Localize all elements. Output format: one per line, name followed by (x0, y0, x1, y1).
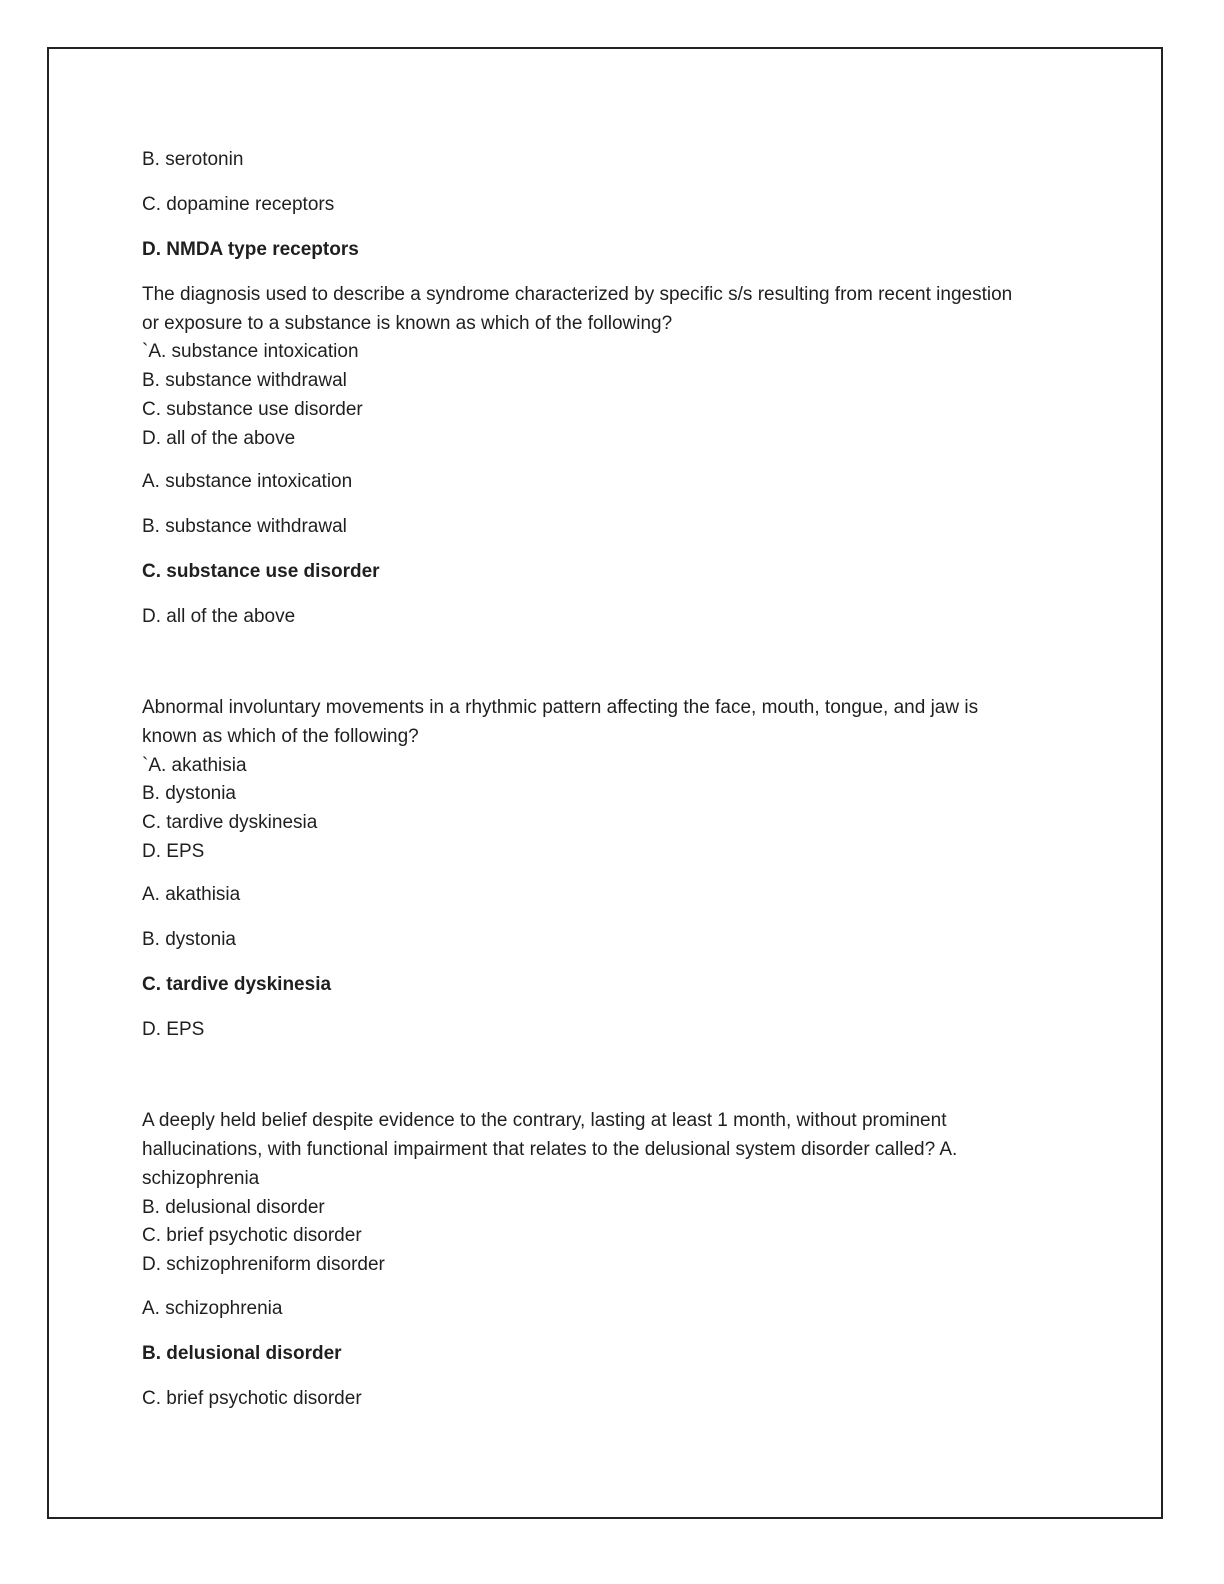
choice-option: `A. akathisia (142, 754, 247, 776)
choice-option: D. all of the above (142, 427, 296, 449)
question-text-line: hallucinations, with functional impairment that relates to the delusional system disorder called? A. (142, 1139, 958, 1161)
choice-option: `A. substance intoxication (142, 341, 359, 363)
answer-option: A. akathisia (142, 884, 241, 906)
answer-option: A. substance intoxication (142, 471, 353, 493)
answer-option: B. substance withdrawal (142, 516, 347, 538)
question-text-line: A deeply held belief despite evidence to the contrary, lasting at least 1 month, without prominent (142, 1110, 947, 1132)
spacer (142, 648, 1072, 694)
answer-list-1 (142, 468, 1072, 632)
choice-option: B. delusional disorder (142, 1196, 325, 1218)
answer-list-2 (142, 881, 1072, 1045)
choice-option: B. dystonia (142, 783, 236, 805)
choice-option: C. brief psychotic disorder (142, 1225, 362, 1247)
answer-option-correct: D. NMDA type receptors (142, 239, 359, 260)
choice-option: B. substance withdrawal (142, 370, 347, 392)
spacer (142, 1061, 1072, 1107)
choice-option: C. tardive dyskinesia (142, 812, 318, 834)
answer-list-3 (142, 1295, 1072, 1414)
choice-option: D. EPS (142, 840, 205, 862)
answer-option: D. EPS (142, 1019, 205, 1041)
answer-option-correct: C. tardive dyskinesia (142, 974, 332, 996)
question-3 (142, 1107, 1072, 1279)
answer-option: B. dystonia (142, 929, 236, 951)
question-text-line: or exposure to a substance is known as which of the following? (142, 312, 673, 334)
question-text-line: schizophrenia (142, 1167, 260, 1189)
answer-option: A. schizophrenia (142, 1297, 283, 1319)
question-2 (142, 694, 1072, 866)
document-content (142, 146, 1072, 1430)
answer-option: D. all of the above (142, 606, 296, 628)
answer-option: C. dopamine receptors (142, 194, 335, 215)
question-text-line: Abnormal involuntary movements in a rhythmic pattern affecting the face, mouth, tongue, and jaw is (142, 697, 979, 719)
answer-option-correct: B. delusional disorder (142, 1342, 342, 1364)
choice-option: D. schizophreniform disorder (142, 1253, 385, 1275)
answer-option: B. serotonin (142, 149, 244, 170)
answer-option-correct: C. substance use disorder (142, 561, 380, 583)
choice-option: C. substance use disorder (142, 398, 363, 420)
question-text-line: known as which of the following? (142, 725, 419, 747)
question-1 (142, 281, 1072, 453)
answer-option: C. brief psychotic disorder (142, 1387, 362, 1409)
question-text-line: The diagnosis used to describe a syndrome characterized by specific s/s resulting from recent ingestion (142, 284, 1013, 305)
answer-list-top (142, 146, 1072, 265)
